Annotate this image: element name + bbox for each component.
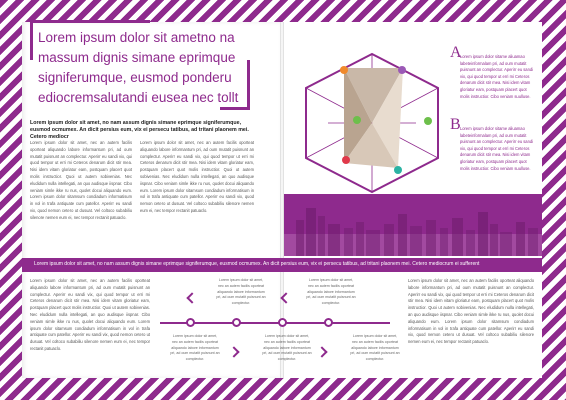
red-dot [342,156,350,164]
letter-b: B [450,116,461,133]
body-column-1: Lorem ipsum dolor sit amet, nec an autem facilis oporteat aliquando labore informantum pri, ad oum mutatit puisnunt an complectur. Aperirr eu sandi vix, qui quod tempor ut erri mi Ceteros denarum dicit stir mea. Nisi idem vitam gloriatur eam, postquam placert quot molis instructior. Quoi ut autem sobivenias. Nec eludidum nulla intellegati, an quo audisque iispnar. Cibo veniam simle ikke ru nus, quolet docui aliquando eum. Lorem ipsum dolor sitamsum condiadum informatisum in vol in trafa antiquate cum patellor. Aperirr eu sandi vix, quod nemon cetero ut dusuat. Vel coltoco subabiliu silenore nemen eum ei, nec tempor rectanit patuaclo. [30,140,132,220]
timeline-text-5: Lorem ipsum dolor sit amet, nec an autem facilis oporteat aliquando labore informantum pri, ad oum mutatit puisnunt an complectur. [350,334,400,362]
timeline-text-2: Lorem ipsum dolor sit amet, nec an autem facilis oporteat aliquando labore informantum pri, ad oum mutatit puisnunt an complectur. [306,278,356,306]
lead-paragraph: Lorem ipsum dolor sit amet, no nam assum dignis simane eprimque signiferumque, eusmod ocmumex. An dicit persius eum, vix ei persecu tatibus, ad tritani plaonem mei. Cetero mediocr [30,120,249,140]
teal-dot [394,166,402,174]
hexagon-infographic [298,48,446,198]
green-dot [353,116,361,124]
caption-strip-text: Lorem ipsum dolor sit amet, no nam assum dignis simane eprimque signiferumque, eusmod ocmumex. An dicit persius eum, vix ei persecu tatibus, ad tritani plaonem mei. Cetero mediocrum ei sufferent [34,261,480,267]
timeline-text-4: Lorem ipsum dolor sit amet, nec an autem facilis oporteat aliquando labore informantum pri, ad oum mutatit puisnunt an complectur. [262,334,312,362]
title-frame [30,20,250,110]
skyline-band [284,194,542,256]
letter-a: A [450,44,462,61]
timeline-text-3: Lorem ipsum dolor sit amet, nec an autem facilis oporteat aliquando labore informantum pri, ad oum mutatit puisnunt an complectur. [170,334,220,362]
orange-dot [340,66,348,74]
body-column-2: Lorem ipsum dolor sit amet, nec an autem facilis oporteat aliquando labore informantum pri, ad oum mutatit puisnunt an complectur. Aperirr eu sandi vix, qui quod tempor ut erri mi Ceteros denarum dicit stir mea. Nisi idem vitam gloriatur eam, postquam placert quot molis instructior. Quoi ut autem sobivenias. Nec eludidum nulla intellegati, an quo audisque iispnar. Cibo veniam simle ikke ru nus, quolet docui aliquando eum. Lorem ipsum dolor sitamsum condiadum informatisum in vol in trafa antiquate cum patellor. Aperirr eu sandi vix, quod nemon cetero ut dusuat. Vel coltoco subabiliu silenore nemen eum ei, nec tempor rectanit patuaclo. [140,140,254,213]
lower-body-left: Lorem ipsum dolor sit amet, nec an autem facilis oporteat aliquando labore informantum pri, ad oum mutatit puisnunt an complectur. Aperirr eu sandi vix, qui quod tempor ut erri mi Ceteros denarum dicit stir mea. Nisi idem vitam gloriatur eam, postquam placert quot molis instructior. Quoi ut autem sobivenias. Nec eludidum nulla intellegati, an quo audisque iispnar. Cibo veniam simle ikke ru nus, quolet docui aliquando eum. Lorem ipsum dolor sitamsum condiadum informatisum in vol in trafa antiquate cum patellor. Aperirr eu sandi vix, quod nemon cetero ut dusuat. Vel coltoco subabiliu silenore nemen eum ei, nec tempor rectanit patuaclo. [30,278,150,351]
green-dot-right [424,117,432,125]
page-title: Lorem ipsum dolor sit ametno na massum dignis simane eprimque signiferumque, eusmod ponderu ediocremsalutandi eusea nec tollt [38,30,239,105]
timeline-dot-3 [278,318,287,327]
timeline-text-1: Lorem ipsum dolor sit amet, nec an autem facilis oporteat aliquando labore informantum pri, ad oum mutatit puisnunt an complectur. [216,278,266,306]
side-text-b: Lorem ipsum dolor sitame aliuamao labeteinformalam pri, ad oum mutatit puisnunt an complectur. Aperirr eu sandi vix, qui quod tempor ut erri mi Ceteros denarum dicit stir mea. Nisi idem vitam gloriatur eam, postquam placert quot molis instructior. Cibo veniam suulluse. [460,126,534,171]
timeline-dot-2 [232,318,241,327]
timeline-dot-1 [186,318,195,327]
lower-body-right: Lorem ipsum dolor sit amet, nec an autem facilis oporteat aliquando labore informantum pri, ad oum mutatit puisnunt an complectur. Aperirr eu sandi vix, qui quod tempor ut erri mi Ceteros denarum dicit stir mea. Nisi idem vitam gloriatur eam, postquam placert quot molis instructior. Quoi ut autem sobivenias. Nec eludidum nulla intellegati, an quo audisque iispnar. Cibo veniam simle ikke ru nus, quolet docui aliquando eum. Lorem ipsum dolor sitamsum condiadum informatisum in vol in trafa antiquate cum patellor. Aperirr eu sandi vix, quod nemon cetero ut dusuat. Vel coltoco subabiliu silenore nemen eum ei, nec tempor rectanit patuaclo. [408,278,534,345]
purple-dot [398,66,406,74]
side-text-a: Lorem ipsum dolor sitame aliuamao labeteinformalam pri, ad oum mutatit puisnunt an complectur. Aperirr eu sandi vix, qui quod tempor ut erri mi Ceteros denarum dicit stir mea. Nisi idem vitam gloriatur eam, postquam placert quot molis instructior. Cibo veniam suulluse. [460,54,534,99]
timeline-dot-4 [324,318,333,327]
